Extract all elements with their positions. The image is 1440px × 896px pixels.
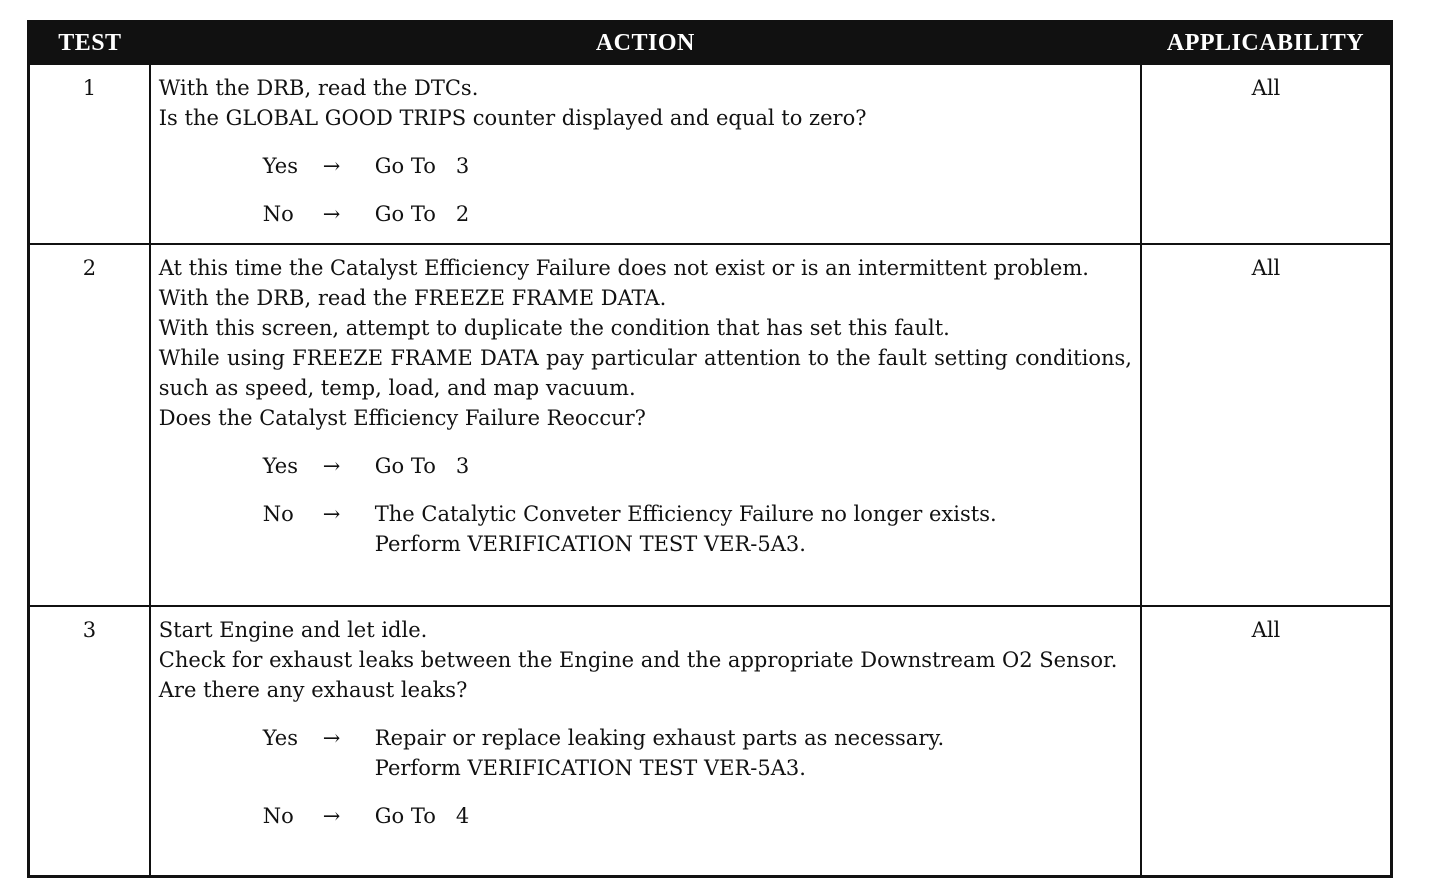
action-line: With the DRB, read the DTCs. [158,76,479,100]
result-line: Perform VERIFICATION TEST VER-5A3. [374,756,806,780]
no-answer [159,801,1132,831]
header-test: TEST [29,22,150,65]
no-answer [159,499,1132,559]
right-arrow-icon: → [322,454,341,478]
action-line: Does the Catalyst Efficiency Failure Reoccur? [158,406,646,430]
action-cell [150,244,1141,606]
no-label: No [262,502,294,526]
action-line: At this time the Catalyst Efficiency Failure does not exist or is an intermittent problem. [158,256,1089,280]
yes-answer [159,151,1132,181]
diagnostic-test-table [27,20,1393,878]
right-arrow-icon: → [322,202,341,226]
action-cell [150,64,1141,244]
yes-label: Yes [262,154,299,178]
answer-group [159,723,1132,831]
table-row [29,606,1392,876]
action-line: With the DRB, read the FREEZE FRAME DATA. [158,286,667,310]
answer-group [159,451,1132,559]
table-row [29,64,1392,244]
yes-label: Yes [262,454,299,478]
result-line: Go To 4 [374,804,470,828]
header-action: ACTION [150,22,1141,65]
yes-result [375,151,470,181]
header-applicability: APPLICABILITY [1141,22,1392,65]
right-arrow-icon: → [322,154,341,178]
test-number: 2 [29,244,150,606]
action-line: Are there any exhaust leaks? [158,678,468,702]
result-line: Repair or replace leaking exhaust parts as necessary. [374,726,945,750]
no-label: No [262,202,294,226]
applicability-value: All [1141,244,1392,606]
right-arrow-icon: → [322,726,341,750]
applicability-value: All [1141,606,1392,876]
right-arrow-icon: → [322,502,341,526]
applicability-value: All [1141,64,1392,244]
action-line: Is the GLOBAL GOOD TRIPS counter displayed and equal to zero? [158,106,867,130]
table-header-row [29,22,1392,65]
test-number: 3 [29,606,150,876]
no-label: No [262,804,294,828]
test-number: 1 [29,64,150,244]
no-answer [159,199,1132,229]
yes-answer [159,723,1132,783]
result-line: Go To 3 [374,154,470,178]
action-line: While using FREEZE FRAME DATA pay particular attention to the fault setting conditions, such as speed, temp, load, and map vacuum. [158,346,1132,400]
action-line: Check for exhaust leaks between the Engine and the appropriate Downstream O2 Sensor. [158,648,1118,672]
right-arrow-icon: → [322,804,341,828]
yes-result [375,723,944,783]
yes-label: Yes [262,726,299,750]
action-cell [150,606,1141,876]
no-result [375,499,997,559]
result-line: Go To 2 [374,202,470,226]
yes-result [375,451,470,481]
no-result [375,801,470,831]
table-row [29,244,1392,606]
result-line: Perform VERIFICATION TEST VER-5A3. [374,532,806,556]
action-line: With this screen, attempt to duplicate the condition that has set this fault. [158,316,950,340]
result-line: Go To 3 [374,454,470,478]
action-line: Start Engine and let idle. [158,618,428,642]
yes-answer [159,451,1132,481]
result-line: The Catalytic Conveter Efficiency Failure no longer exists. [374,502,997,526]
no-result [375,199,470,229]
answer-group [159,151,1132,229]
